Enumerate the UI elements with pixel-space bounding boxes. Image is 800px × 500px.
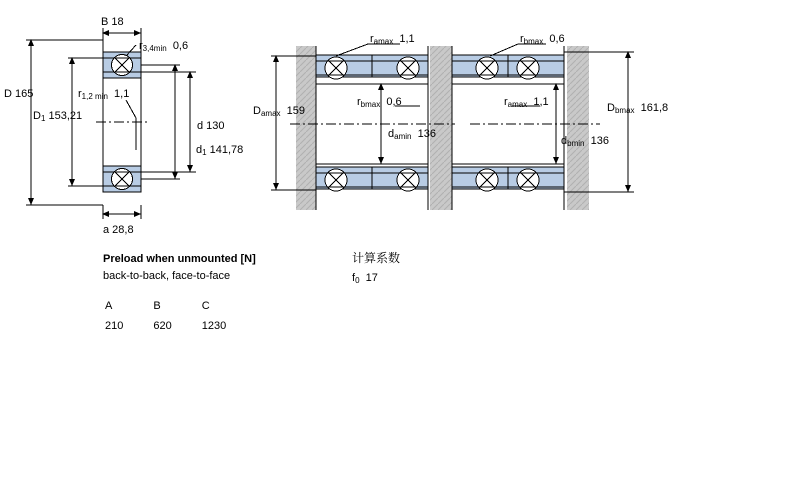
dim-label-r12min: $r_{1,2 min}$ 1,1	[78, 88, 130, 101]
preload-value-c: 1230	[201, 320, 227, 332]
preload-value-a: 210	[105, 320, 124, 332]
dim-label-rbmax-top: $r_{bmax}$ 0,6	[520, 33, 565, 46]
preload-table	[103, 298, 256, 334]
dim-label-dbmin: $d_{bmin}$ 136	[561, 135, 609, 148]
dim-label-Dbmax: $D_{bmax}$ 161,8	[607, 102, 669, 115]
factor-title: 计算系数	[352, 251, 401, 265]
table-row-values	[105, 320, 254, 332]
column-header-b: B	[153, 300, 161, 312]
dim-label-r34min: $r_{3,4min}$ 0,6	[139, 40, 189, 53]
dim-label-D1: $D_1$ 153,21	[33, 110, 83, 123]
factor-value: $f_0$ 17	[352, 272, 378, 285]
dim-label-ramax-top: $r_{amax}$ 1,1	[370, 33, 415, 46]
dim-label-B: B 18	[101, 16, 124, 28]
dim-label-rbmax-mid: $r_{bmax}$ 0,6	[357, 96, 402, 109]
column-header-c: C	[201, 300, 210, 312]
preload-value-b: 620	[153, 320, 172, 332]
dim-label-Damax: $D_{amax}$ 159	[253, 105, 305, 118]
dim-label-d: d 130	[197, 120, 225, 132]
column-header-a: A	[105, 300, 113, 312]
dim-label-ramax-mid: $r_{amax}$ 1,1	[504, 96, 549, 109]
dim-label-D: D 165	[4, 88, 34, 100]
dim-label-d1: $d_1$ 141,78	[196, 144, 244, 157]
dim-label-a: a 28,8	[103, 224, 134, 236]
dim-label-damin: $d_{amin}$ 136	[388, 128, 436, 141]
preload-subtitle: back-to-back, face-to-face	[103, 270, 231, 282]
preload-title: Preload when unmounted [N]	[103, 253, 256, 265]
table-row-headers	[105, 300, 254, 318]
